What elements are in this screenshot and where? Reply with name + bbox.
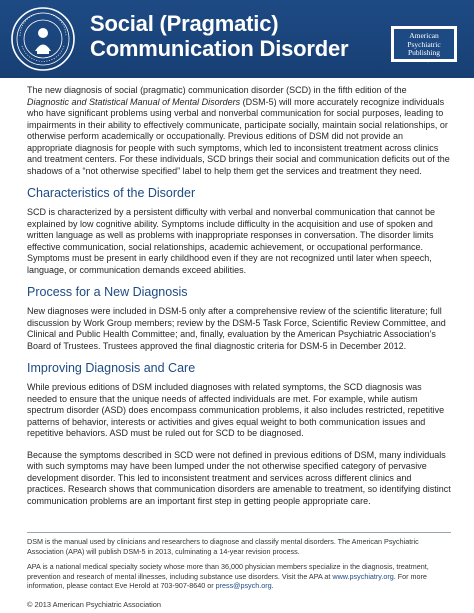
dsm-note: DSM is the manual used by clinicians and researchers to diagnose and classify mental disorders. The American Psychiatric Association (APA) will publish DSM-5 in 2013, culminating a 14-year revision process. (27, 537, 419, 556)
copyright-text: © 2013 American Psychiatric Association (27, 600, 162, 609)
characteristics-paragraph: SCD is characterized by a persistent difficulty with verbal and nonverbal communication that cannot be explained by low cognitive ability. Symptoms include difficulty in the acquisition and use of spoken and written language as well as problems with inappropriate responses in conversation. The disorder limits effective communication, social relationships, academic achievement, or occupational performance. Symptoms must be present in early childhood even if they are not recognized until later when speech, language, or communication demands exceed abilities. (27, 207, 436, 275)
apa-note-text-2: . For more information, please contact Eve Herold at 703-907-8640 or (27, 571, 427, 591)
logo-line2: Psychiatric (407, 39, 441, 49)
logo-line3: Publishing (407, 48, 441, 57)
section-heading-process: Process for a New Diagnosis (27, 285, 188, 299)
intro-text-2: (DSM-5) will more accurately recognize individuals who have significant problems using verbal and nonverbal communication for social purposes, leading to impairments in their ability to effectively communicate, participate socially, maintain social relationships, or otherwise perform academically or occupationally. Previous editions of DSM did not provide an appropriate diagnosis for people with such symptoms, which led to inconsistent treatment across clinics and treatment centers. For these individuals, SCD brings their social and communication deficits out of the shadows of a “not otherwise specified” label to help them get the services and treatment they need. (27, 96, 450, 176)
press-email-link[interactable]: press@psych.org (215, 581, 272, 591)
section-heading-characteristics: Characteristics of the Disorder (27, 186, 196, 200)
header-banner (0, 0, 474, 78)
apa-note-text-1: APA is a national medical specialty society whose more than 36,000 physician members specialize in the diagnosis, treatment, prevention and research of mental illnesses, including substance use disorders. Visit the APA at (27, 562, 429, 581)
improving-paragraph-1: While previous editions of DSM included diagnoses with related symptoms, the SCD diagnosis was needed to ensure that the unique needs of affected individuals are met. For example, while autism spectrum disorder (ASD) does encompass communication problems, it also includes restricted, repetitive patterns of behavior, interests or activities and gives equal weight to both communication issues and repetitive behaviors. ASD must be ruled out for SCD to be diagnosed. (27, 382, 445, 438)
intro-text-1: The new diagnosis of social (pragmatic) communication disorder (SCD) in the fifth edition of the (27, 85, 407, 95)
apa-note-text-3: . (271, 581, 274, 591)
apa-website-link[interactable]: www.psychiatry.org (332, 571, 394, 581)
logo-tagline: A Division of American Psychiatric Association (395, 58, 453, 63)
footer-divider (27, 532, 451, 533)
page-title (90, 11, 390, 61)
intro-book-title: Diagnostic and Statistical Manual of Mental Disorders (27, 96, 241, 107)
apa-note (27, 562, 451, 591)
article-body (27, 85, 451, 507)
section-heading-improving: Improving Diagnosis and Care (27, 361, 196, 375)
logo-line1: American (409, 31, 439, 40)
process-paragraph: New diagnoses were included in DSM-5 only after a comprehensive review of the scientific literature; full discussion by Work Group members; review by the DSM-5 Task Force, Scientific Review Committee, and Clinical and Public Health Committee; and, finally, evaluation by the American Psychiatric Association’s Board of Trustees. Trustees approved the final diagnostic criteria for DSM-5 in December 2012. (27, 306, 446, 351)
page-title-line1: Social (Pragmatic) (90, 11, 279, 36)
page-title-line2: Communication Disorder (90, 36, 349, 61)
intro-paragraph (27, 85, 451, 177)
apa-seal-icon (10, 6, 76, 72)
footer-notes (27, 537, 451, 591)
improving-paragraph-2: Because the symptoms described in SCD were not defined in previous editions of DSM, many individuals with such symptoms may have been lumped under the not otherwise specified category of pervasive development disorder. This led to inconsistent treatment and services across different clinics and practices. Research shows that communication disorders are amenable to treatment, so identifying distinct communication problems are an important first step in getting people appropriate care. (27, 449, 451, 506)
apa-publishing-logo (391, 26, 457, 62)
